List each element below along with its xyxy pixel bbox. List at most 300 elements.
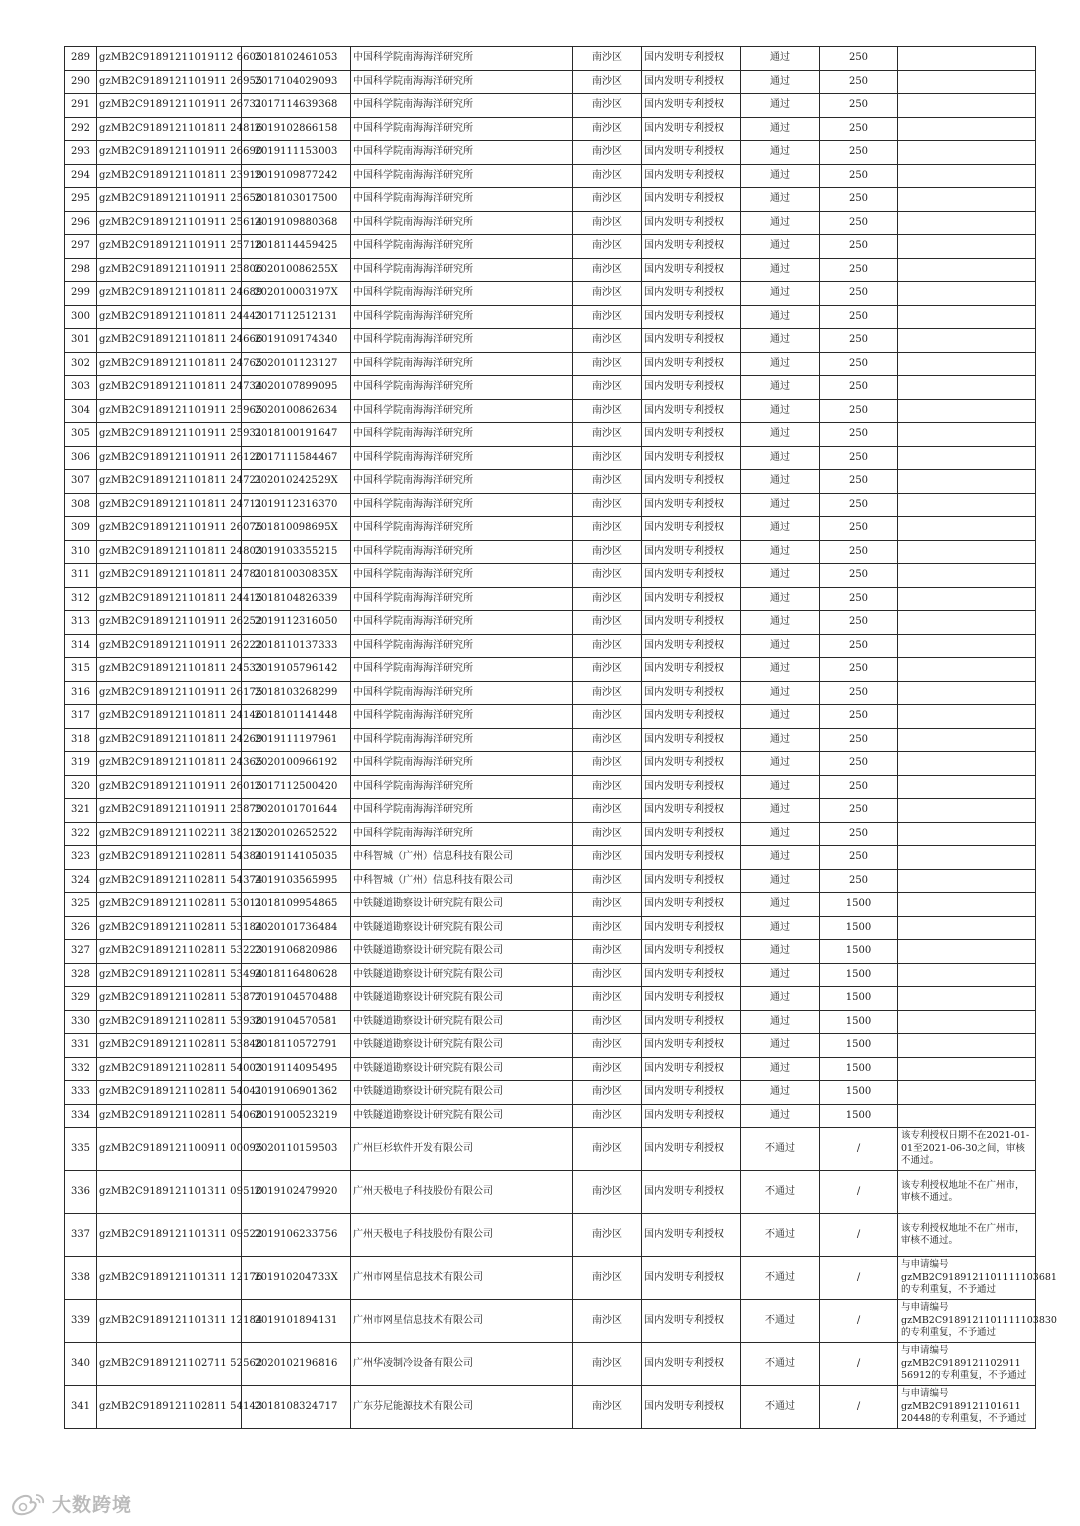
patent-number-cell: 2020107899095 [242,376,351,400]
company-name-cell: 中铁隧道勘察设计研究院有限公司 [351,1104,573,1128]
funding-amount-cell: 250 [820,94,898,118]
application-code-cell: gzMB2C9189121102711 52562 [97,1343,242,1386]
funding-amount-cell: 1500 [820,916,898,940]
patent-type-cell: 国内发明专利授权 [642,94,741,118]
application-code-cell: gzMB2C9189121101911 25806 [97,258,242,282]
review-result-cell: 通过 [741,846,820,870]
patent-type-cell: 国内发明专利授权 [642,517,741,541]
patent-type-cell: 国内发明专利授权 [642,1081,741,1105]
application-code-cell: gzMB2C9189121101911 25658 [97,188,242,212]
company-name-cell: 中国科学院南海海洋研究所 [351,446,573,470]
application-code-cell: gzMB2C9189121102811 53848 [97,1034,242,1058]
review-result-cell: 通过 [741,47,820,71]
row-number-cell: 323 [65,846,97,870]
row-number-cell: 328 [65,963,97,987]
application-code-cell: gzMB2C9189121101811 24765 [97,352,242,376]
application-code-cell: gzMB2C9189121101811 24734 [97,376,242,400]
funding-amount-cell: 250 [820,352,898,376]
row-number-cell: 303 [65,376,97,400]
application-code-cell: gzMB2C9189121101811 23919 [97,164,242,188]
review-result-cell: 通过 [741,94,820,118]
remark-cell [898,70,1036,94]
district-cell: 南沙区 [573,705,642,729]
district-cell: 南沙区 [573,1214,642,1257]
funding-amount-cell: 250 [820,728,898,752]
table-row [65,399,1036,423]
review-result-cell: 通过 [741,1010,820,1034]
row-number-cell: 311 [65,564,97,588]
application-code-cell: gzMB2C9189121101811 24269 [97,728,242,752]
patent-number-cell: 2020110159503 [242,1128,351,1171]
application-code-cell: gzMB2C9189121101911 26120 [97,446,242,470]
patent-number-cell: 2020100862634 [242,399,351,423]
patent-number-cell: 2017112500420 [242,775,351,799]
patent-number-cell: 202010242529X [242,470,351,494]
application-code-cell: gzMB2C9189121101811 24781 [97,564,242,588]
remark-cell [898,1034,1036,1058]
district-cell: 南沙区 [573,1128,642,1171]
table-row [65,305,1036,329]
company-name-cell: 中国科学院南海海洋研究所 [351,752,573,776]
patent-type-cell: 国内发明专利授权 [642,470,741,494]
table-row [65,1214,1036,1257]
company-name-cell: 中国科学院南海海洋研究所 [351,117,573,141]
funding-amount-cell: / [820,1386,898,1429]
patent-type-cell: 国内发明专利授权 [642,1057,741,1081]
remark-cell [898,282,1036,306]
table-row [65,822,1036,846]
company-name-cell: 中国科学院南海海洋研究所 [351,94,573,118]
patent-number-cell: 2018104826339 [242,587,351,611]
application-code-cell: gzMB2C9189121101911 26252 [97,611,242,635]
company-name-cell: 中国科学院南海海洋研究所 [351,211,573,235]
funding-amount-cell: 250 [820,423,898,447]
row-number-cell: 299 [65,282,97,306]
company-name-cell: 中国科学院南海海洋研究所 [351,775,573,799]
remark-cell [898,352,1036,376]
table-row [65,1386,1036,1429]
row-number-cell: 304 [65,399,97,423]
review-result-cell: 通过 [741,493,820,517]
patent-number-cell: 2019101894131 [242,1300,351,1343]
remark-cell [898,540,1036,564]
funding-amount-cell: 250 [820,869,898,893]
remark-cell [898,1010,1036,1034]
review-result-cell: 通过 [741,117,820,141]
review-result-cell: 通过 [741,564,820,588]
remark-cell: 该专利授权地址不在广州市，审核不通过。 [898,1171,1036,1214]
table-row [65,1034,1036,1058]
review-result-cell: 不通过 [741,1386,820,1429]
remark-cell [898,728,1036,752]
application-code-cell: gzMB2C9189121101311 09522 [97,1214,242,1257]
district-cell: 南沙区 [573,470,642,494]
remark-cell [898,188,1036,212]
patent-type-cell: 国内发明专利授权 [642,282,741,306]
row-number-cell: 293 [65,141,97,165]
funding-amount-cell: 250 [820,752,898,776]
funding-amount-cell: 250 [820,47,898,71]
patent-type-cell: 国内发明专利授权 [642,305,741,329]
funding-amount-cell: 1500 [820,1081,898,1105]
row-number-cell: 330 [65,1010,97,1034]
remark-cell [898,705,1036,729]
district-cell: 南沙区 [573,258,642,282]
patent-number-cell: 201810030835X [242,564,351,588]
patent-number-cell: 2019102479920 [242,1171,351,1214]
remark-cell [898,164,1036,188]
row-number-cell: 317 [65,705,97,729]
funding-amount-cell: 250 [820,329,898,353]
district-cell: 南沙区 [573,775,642,799]
review-result-cell: 通过 [741,70,820,94]
row-number-cell: 290 [65,70,97,94]
company-name-cell: 中国科学院南海海洋研究所 [351,728,573,752]
district-cell: 南沙区 [573,399,642,423]
patent-type-cell: 国内发明专利授权 [642,1034,741,1058]
remark-cell [898,752,1036,776]
remark-cell [898,564,1036,588]
district-cell: 南沙区 [573,1081,642,1105]
funding-amount-cell: 250 [820,258,898,282]
patent-number-cell: 2020101736484 [242,916,351,940]
review-result-cell: 通过 [741,728,820,752]
row-number-cell: 310 [65,540,97,564]
application-code-cell: gzMB2C9189121101311 12184 [97,1300,242,1343]
table-row [65,1010,1036,1034]
row-number-cell: 339 [65,1300,97,1343]
patent-type-cell: 国内发明专利授权 [642,940,741,964]
patent-type-cell: 国内发明专利授权 [642,681,741,705]
application-code-cell: gzMB2C9189121102811 53011 [97,893,242,917]
table-row [65,1081,1036,1105]
district-cell: 南沙区 [573,1257,642,1300]
patent-type-cell: 国内发明专利授权 [642,1171,741,1214]
watermark-text: 大数跨境 [52,1494,133,1516]
company-name-cell: 中国科学院南海海洋研究所 [351,517,573,541]
table-row [65,564,1036,588]
funding-amount-cell: 1500 [820,1104,898,1128]
company-name-cell: 中国科学院南海海洋研究所 [351,399,573,423]
company-name-cell: 中国科学院南海海洋研究所 [351,681,573,705]
remark-cell [898,117,1036,141]
district-cell: 南沙区 [573,564,642,588]
remark-cell [898,399,1036,423]
company-name-cell: 中国科学院南海海洋研究所 [351,587,573,611]
patent-number-cell: 2019109877242 [242,164,351,188]
row-number-cell: 320 [65,775,97,799]
district-cell: 南沙区 [573,47,642,71]
row-number-cell: 322 [65,822,97,846]
review-result-cell: 通过 [741,352,820,376]
table-row [65,258,1036,282]
company-name-cell: 中国科学院南海海洋研究所 [351,47,573,71]
district-cell: 南沙区 [573,94,642,118]
table-row [65,1104,1036,1128]
application-code-cell: gzMB2C9189121101811 24721 [97,470,242,494]
weibo-logo-icon [8,1491,48,1517]
company-name-cell: 中国科学院南海海洋研究所 [351,188,573,212]
patent-number-cell: 2017114639368 [242,94,351,118]
table-row [65,423,1036,447]
patent-number-cell: 2018108324717 [242,1386,351,1429]
row-number-cell: 302 [65,352,97,376]
table-row [65,963,1036,987]
patent-type-cell: 国内发明专利授权 [642,728,741,752]
patent-funding-table [64,46,1057,1429]
review-result-cell: 不通过 [741,1128,820,1171]
company-name-cell: 中铁隧道勘察设计研究院有限公司 [351,893,573,917]
table-row [65,752,1036,776]
patent-type-cell: 国内发明专利授权 [642,1010,741,1034]
district-cell: 南沙区 [573,869,642,893]
application-code-cell: gzMB2C9189121102811 54384 [97,846,242,870]
patent-number-cell: 2019106820986 [242,940,351,964]
company-name-cell: 中国科学院南海海洋研究所 [351,282,573,306]
application-code-cell: gzMB2C9189121101311 12176 [97,1257,242,1300]
review-result-cell: 通过 [741,987,820,1011]
patent-number-cell: 2017111584467 [242,446,351,470]
table-row [65,799,1036,823]
company-name-cell: 广州市网星信息技术有限公司 [351,1300,573,1343]
district-cell: 南沙区 [573,493,642,517]
patent-number-cell: 2018110572791 [242,1034,351,1058]
district-cell: 南沙区 [573,940,642,964]
company-name-cell: 中铁隧道勘察设计研究院有限公司 [351,940,573,964]
remark-cell [898,329,1036,353]
review-result-cell: 通过 [741,799,820,823]
remark-cell [898,869,1036,893]
patent-number-cell: 2020102196816 [242,1343,351,1386]
remark-cell [898,258,1036,282]
row-number-cell: 337 [65,1214,97,1257]
review-result-cell: 通过 [741,235,820,259]
application-code-cell: gzMB2C9189121101911 25614 [97,211,242,235]
patent-type-cell: 国内发明专利授权 [642,963,741,987]
patent-number-cell: 2018109954865 [242,893,351,917]
table-row [65,728,1036,752]
application-code-cell: gzMB2C9189121102811 53877 [97,987,242,1011]
row-number-cell: 315 [65,658,97,682]
application-code-cell: gzMB2C9189121101911 26222 [97,634,242,658]
application-code-cell: gzMB2C9189121101911 26015 [97,775,242,799]
remark-cell [898,47,1036,71]
patent-number-cell: 2018100191647 [242,423,351,447]
funding-amount-cell: 250 [820,634,898,658]
application-code-cell: gzMB2C9189121101311 09510 [97,1171,242,1214]
company-name-cell: 中国科学院南海海洋研究所 [351,376,573,400]
table-row [65,211,1036,235]
row-number-cell: 300 [65,305,97,329]
row-number-cell: 289 [65,47,97,71]
remark-cell: 与申请编号gzMB2C9189121101111103830的专利重复，不予通过 [898,1300,1036,1343]
funding-amount-cell: 1500 [820,1034,898,1058]
patent-number-cell: 201910204733X [242,1257,351,1300]
remark-cell [898,940,1036,964]
district-cell: 南沙区 [573,1010,642,1034]
patent-number-cell: 2019103565995 [242,869,351,893]
review-result-cell: 通过 [741,752,820,776]
remark-cell [898,963,1036,987]
funding-amount-cell: 250 [820,587,898,611]
remark-cell [898,611,1036,635]
remark-cell [898,775,1036,799]
patent-number-cell: 2018114459425 [242,235,351,259]
remark-cell [898,141,1036,165]
district-cell: 南沙区 [573,376,642,400]
remark-cell [898,1081,1036,1105]
application-code-cell: gzMB2C9189121102811 54003 [97,1057,242,1081]
company-name-cell: 中国科学院南海海洋研究所 [351,822,573,846]
row-number-cell: 307 [65,470,97,494]
remark-cell: 该专利授权地址不在广州市，审核不通过。 [898,1214,1036,1257]
patent-number-cell: 2019102866158 [242,117,351,141]
row-number-cell: 308 [65,493,97,517]
remark-cell [898,423,1036,447]
company-name-cell: 中国科学院南海海洋研究所 [351,235,573,259]
table-row [65,117,1036,141]
patent-number-cell: 2018110137333 [242,634,351,658]
patent-type-cell: 国内发明专利授权 [642,493,741,517]
remark-cell [898,470,1036,494]
patent-type-cell: 国内发明专利授权 [642,117,741,141]
patent-type-cell: 国内发明专利授权 [642,775,741,799]
review-result-cell: 通过 [741,681,820,705]
row-number-cell: 305 [65,423,97,447]
company-name-cell: 广州天极电子科技股份有限公司 [351,1214,573,1257]
remark-cell [898,799,1036,823]
row-number-cell: 334 [65,1104,97,1128]
review-result-cell: 通过 [741,705,820,729]
table-row [65,1257,1036,1300]
remark-cell: 与申请编号gzMB2C9189121101611 20448的专利重复，不予通过 [898,1386,1036,1429]
patent-type-cell: 国内发明专利授权 [642,423,741,447]
company-name-cell: 广州市网星信息技术有限公司 [351,1257,573,1300]
remark-cell [898,681,1036,705]
review-result-cell: 通过 [741,822,820,846]
patent-number-cell: 2019112316370 [242,493,351,517]
application-code-cell: gzMB2C9189121101811 24711 [97,493,242,517]
remark-cell [898,211,1036,235]
company-name-cell: 中国科学院南海海洋研究所 [351,564,573,588]
district-cell: 南沙区 [573,188,642,212]
district-cell: 南沙区 [573,282,642,306]
row-number-cell: 327 [65,940,97,964]
patent-type-cell: 国内发明专利授权 [642,164,741,188]
table-row [65,470,1036,494]
patent-number-cell: 2019100523219 [242,1104,351,1128]
row-number-cell: 292 [65,117,97,141]
patent-type-cell: 国内发明专利授权 [642,658,741,682]
review-result-cell: 通过 [741,141,820,165]
patent-number-cell: 2019114095495 [242,1057,351,1081]
funding-amount-cell: 250 [820,188,898,212]
table-row [65,188,1036,212]
patent-type-cell: 国内发明专利授权 [642,587,741,611]
table-row [65,1171,1036,1214]
patent-number-cell: 2019109880368 [242,211,351,235]
review-result-cell: 不通过 [741,1214,820,1257]
row-number-cell: 318 [65,728,97,752]
table-row [65,282,1036,306]
patent-type-cell: 国内发明专利授权 [642,705,741,729]
review-result-cell: 通过 [741,305,820,329]
application-code-cell: gzMB2C9189121102811 53938 [97,1010,242,1034]
row-number-cell: 329 [65,987,97,1011]
district-cell: 南沙区 [573,352,642,376]
row-number-cell: 301 [65,329,97,353]
funding-amount-cell: 250 [820,658,898,682]
patent-number-cell: 2018101141448 [242,705,351,729]
review-result-cell: 通过 [741,1034,820,1058]
patent-number-cell: 201810098695X [242,517,351,541]
district-cell: 南沙区 [573,446,642,470]
funding-amount-cell: 1500 [820,1010,898,1034]
patent-type-cell: 国内发明专利授权 [642,188,741,212]
district-cell: 南沙区 [573,1034,642,1058]
row-number-cell: 335 [65,1128,97,1171]
row-number-cell: 332 [65,1057,97,1081]
company-name-cell: 广州华凌制冷设备有限公司 [351,1343,573,1386]
application-code-cell: gzMB2C9189121102811 53223 [97,940,242,964]
table-row [65,141,1036,165]
patent-type-cell: 国内发明专利授权 [642,564,741,588]
district-cell: 南沙区 [573,540,642,564]
remark-cell [898,893,1036,917]
district-cell: 南沙区 [573,305,642,329]
patent-number-cell: 2020101701644 [242,799,351,823]
funding-amount-cell: 250 [820,681,898,705]
patent-type-cell: 国内发明专利授权 [642,893,741,917]
company-name-cell: 中国科学院南海海洋研究所 [351,540,573,564]
patent-number-cell: 2020101123127 [242,352,351,376]
application-code-cell: gzMB2C9189121101911 26690 [97,141,242,165]
patent-number-cell: 202010086255X [242,258,351,282]
review-result-cell: 通过 [741,164,820,188]
row-number-cell: 326 [65,916,97,940]
patent-number-cell: 2018116480628 [242,963,351,987]
application-code-cell: gzMB2C9189121102811 54143 [97,1386,242,1429]
funding-amount-cell: 1500 [820,893,898,917]
application-code-cell: gzMB2C9189121101811 24816 [97,117,242,141]
patent-number-cell: 2018103268299 [242,681,351,705]
remark-cell [898,987,1036,1011]
patent-type-cell: 国内发明专利授权 [642,540,741,564]
row-number-cell: 325 [65,893,97,917]
review-result-cell: 通过 [741,446,820,470]
row-number-cell: 321 [65,799,97,823]
remark-cell [898,822,1036,846]
row-number-cell: 333 [65,1081,97,1105]
patent-type-cell: 国内发明专利授权 [642,211,741,235]
table-row [65,540,1036,564]
district-cell: 南沙区 [573,1104,642,1128]
funding-amount-cell: 250 [820,376,898,400]
company-name-cell: 中国科学院南海海洋研究所 [351,634,573,658]
district-cell: 南沙区 [573,211,642,235]
application-code-cell: gzMB2C9189121101811 24533 [97,658,242,682]
review-result-cell: 通过 [741,658,820,682]
funding-amount-cell: 250 [820,705,898,729]
funding-amount-cell: 250 [820,517,898,541]
district-cell: 南沙区 [573,963,642,987]
patent-number-cell: 2019111197961 [242,728,351,752]
remark-cell [898,517,1036,541]
patent-type-cell: 国内发明专利授权 [642,916,741,940]
patent-type-cell: 国内发明专利授权 [642,846,741,870]
district-cell: 南沙区 [573,893,642,917]
row-number-cell: 297 [65,235,97,259]
